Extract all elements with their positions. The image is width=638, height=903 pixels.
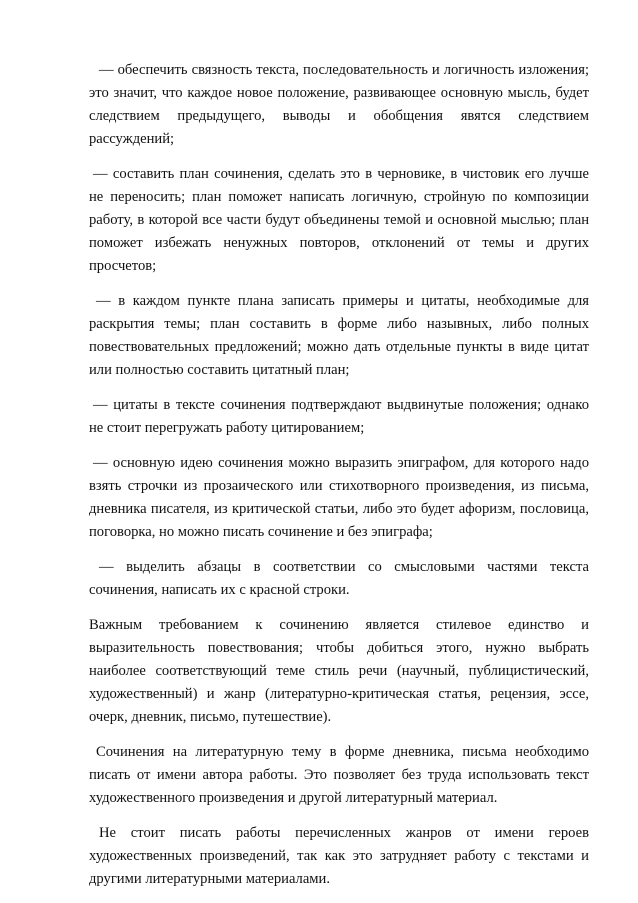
paragraph-1: — обеспечить связность текста, последовательность и логичность изложения; это значит, что каждое новое положение, развивающее основную мысль, будет следствием предыдущего, выводы и обобщения явятся следствием рассуждений; — [89, 62, 589, 147]
paragraph-5: — основную идею сочинения можно выразить эпиграфом, для которого надо взять строчки из прозаического или стихотворного произведения, из письма, дневника писателя, из критической статьи, либо это будет афоризм, пословица, поговорка, но можно писать сочинение и без эпиграфа; — [89, 455, 589, 540]
paragraph-6: — выделить абзацы в соответствии со смысловыми частями текста сочинения, написать их с красной строки. — [89, 559, 589, 598]
paragraph-8: Сочинения на литературную тему в форме дневника, письма необходимо писать от имени автора работы. Это позволяет без труда использовать текст художественного произведения и другой литературный материал. — [89, 744, 589, 806]
paragraph-4: — цитаты в тексте сочинения подтверждают выдвинутые положения; однако не стоит перегружать работу цитированием; — [89, 397, 589, 436]
paragraph-9: Не стоит писать работы перечисленных жанров от имени героев художественных произведений, так как это затрудняет работу с текстами и другими литературными материалами. — [89, 825, 589, 887]
paragraph-2: — составить план сочинения, сделать это в черновике, в чистовик его лучше не переносить; план поможет написать логичную, стройную по композиции работу, в которой все части будут объединены темой и основной мыслью; план поможет избежать ненужных повторов, отклонений от темы и других просчетов; — [89, 166, 589, 274]
paragraph-3: — в каждом пункте плана записать примеры и цитаты, необходимые для раскрытия темы; план составить в форме либо назывных, либо полных повествовательных предложений; можно дать отдельные пункты в виде цитат или полностью составить цитатный план; — [89, 293, 589, 378]
paragraph-7: Важным требованием к сочинению является стилевое единство и выразительность повествования; чтобы добиться этого, нужно выбрать наиболее соответствующий теме стиль речи (научный, публицистический, художественный) и жанр (литературно-критическая статья, рецензия, эссе, очерк, дневник, письмо, путешествие). — [89, 617, 589, 725]
document-page — [89, 59, 589, 903]
